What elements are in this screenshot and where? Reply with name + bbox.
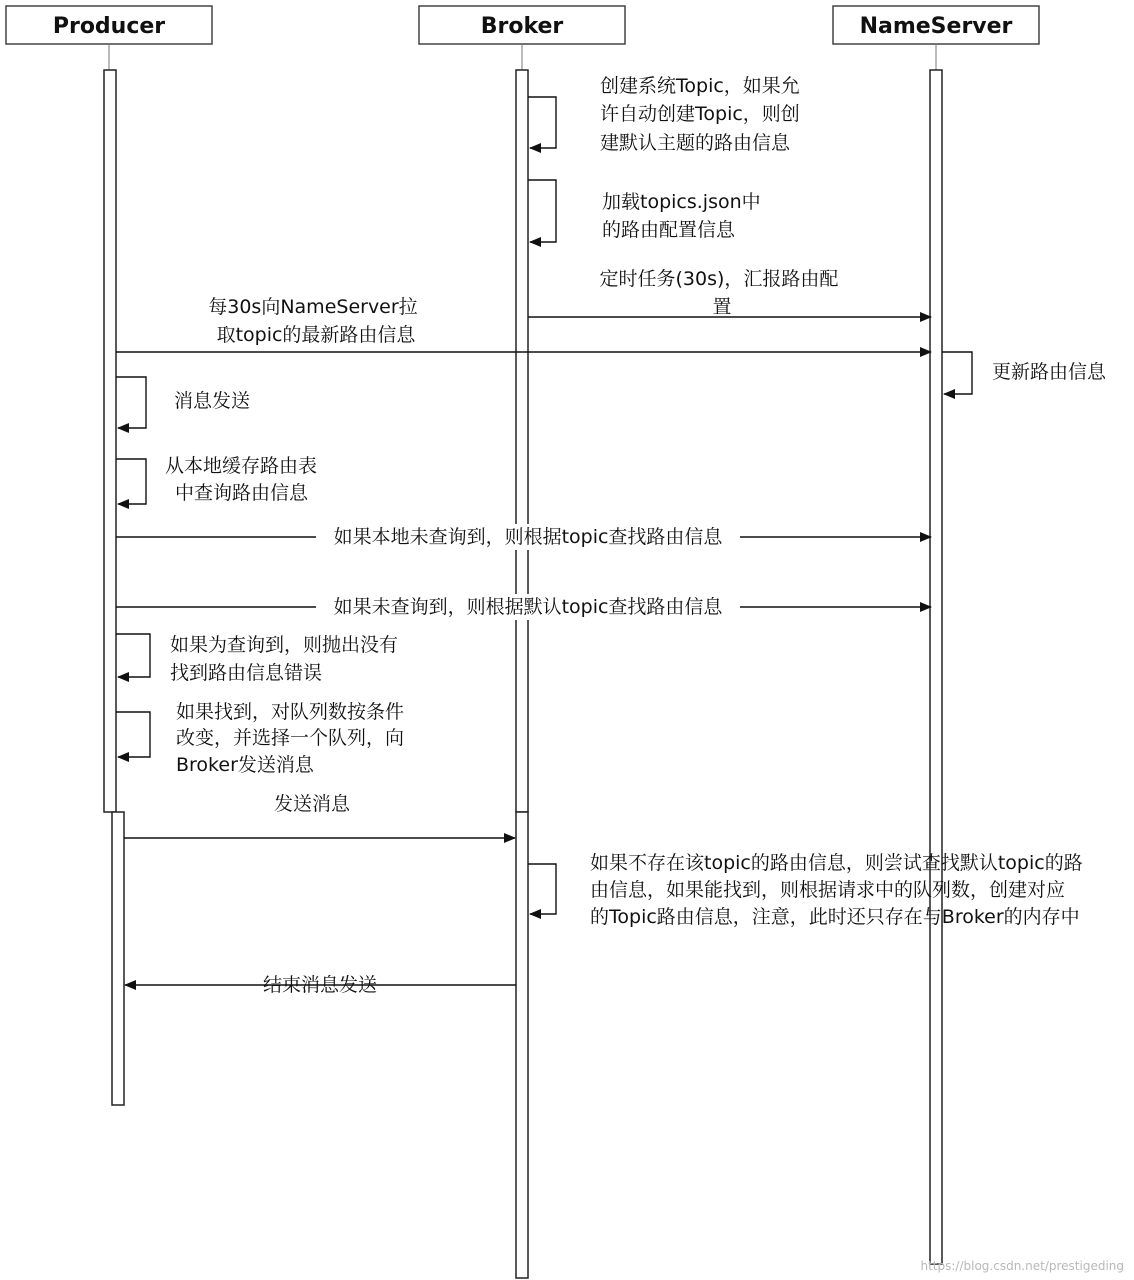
actor-nameserver xyxy=(833,6,1039,44)
query-by-topic-label: 如果本地未查询到，则根据topic查找路由信息 xyxy=(333,526,723,548)
broker-create-topic-label: 创建系统Topic，如果允 许自动创建Topic，则创 建默认主题的路由信息 xyxy=(600,75,800,154)
actor-producer-label: Producer xyxy=(52,14,166,39)
producer-activation-bar-2 xyxy=(112,812,124,1105)
actor-nameserver-label: NameServer xyxy=(859,14,1013,39)
select-queue-label: 如果找到，对队列数按条件 改变，并选择一个队列，向 Broker发送消息 xyxy=(176,701,405,776)
producer-self-arrow-throw-error xyxy=(116,634,150,677)
end-send-label: 结束消息发送 xyxy=(262,974,378,996)
nameserver-activation-bar xyxy=(930,70,942,1264)
producer-self-arrow-local-query xyxy=(116,459,146,504)
watermark: https://blog.csdn.net/prestigeding xyxy=(920,1259,1124,1273)
producer-self-arrow-send xyxy=(116,377,146,428)
query-by-default-label: 如果未查询到，则根据默认topic查找路由信息 xyxy=(333,596,723,618)
broker-report-route-label: 定时任务(30s)，汇报路由配 置 xyxy=(599,268,839,318)
broker-activation-bar-2 xyxy=(516,812,528,1278)
producer-local-query-label: 从本地缓存路由表 中查询路由信息 xyxy=(165,455,318,504)
send-message-label: 发送消息 xyxy=(273,793,351,815)
producer-self-arrow-select-queue xyxy=(116,712,150,757)
nameserver-self-arrow-update xyxy=(942,352,972,394)
broker-create-route-label: 如果不存在该topic的路由信息，则尝试查找默认topic的路 由信息，如果能找到，则根据请求中的队列数，创建对应 的Topic路由信息，注意，此时还只存在与Broker的内存中 xyxy=(590,852,1083,928)
broker-load-json-label: 加载topics.json中 的路由配置信息 xyxy=(602,191,761,241)
actor-broker-label: Broker xyxy=(480,14,564,39)
throw-error-label: 如果为查询到，则抛出没有 找到路由信息错误 xyxy=(170,634,399,684)
nameserver-update-label: 更新路由信息 xyxy=(992,361,1107,383)
producer-pull-route-label: 每30s向NameServer拉 取topic的最新路由信息 xyxy=(208,296,418,346)
broker-activation-bar-1 xyxy=(516,70,528,812)
actor-broker xyxy=(419,6,625,44)
broker-self-arrow-create-topic xyxy=(528,97,556,148)
producer-send-label: 消息发送 xyxy=(174,390,251,412)
broker-self-arrow-create-route xyxy=(528,864,556,914)
actor-producer xyxy=(6,6,212,44)
producer-activation-bar-1 xyxy=(104,70,116,812)
broker-self-arrow-load-json xyxy=(528,180,556,242)
